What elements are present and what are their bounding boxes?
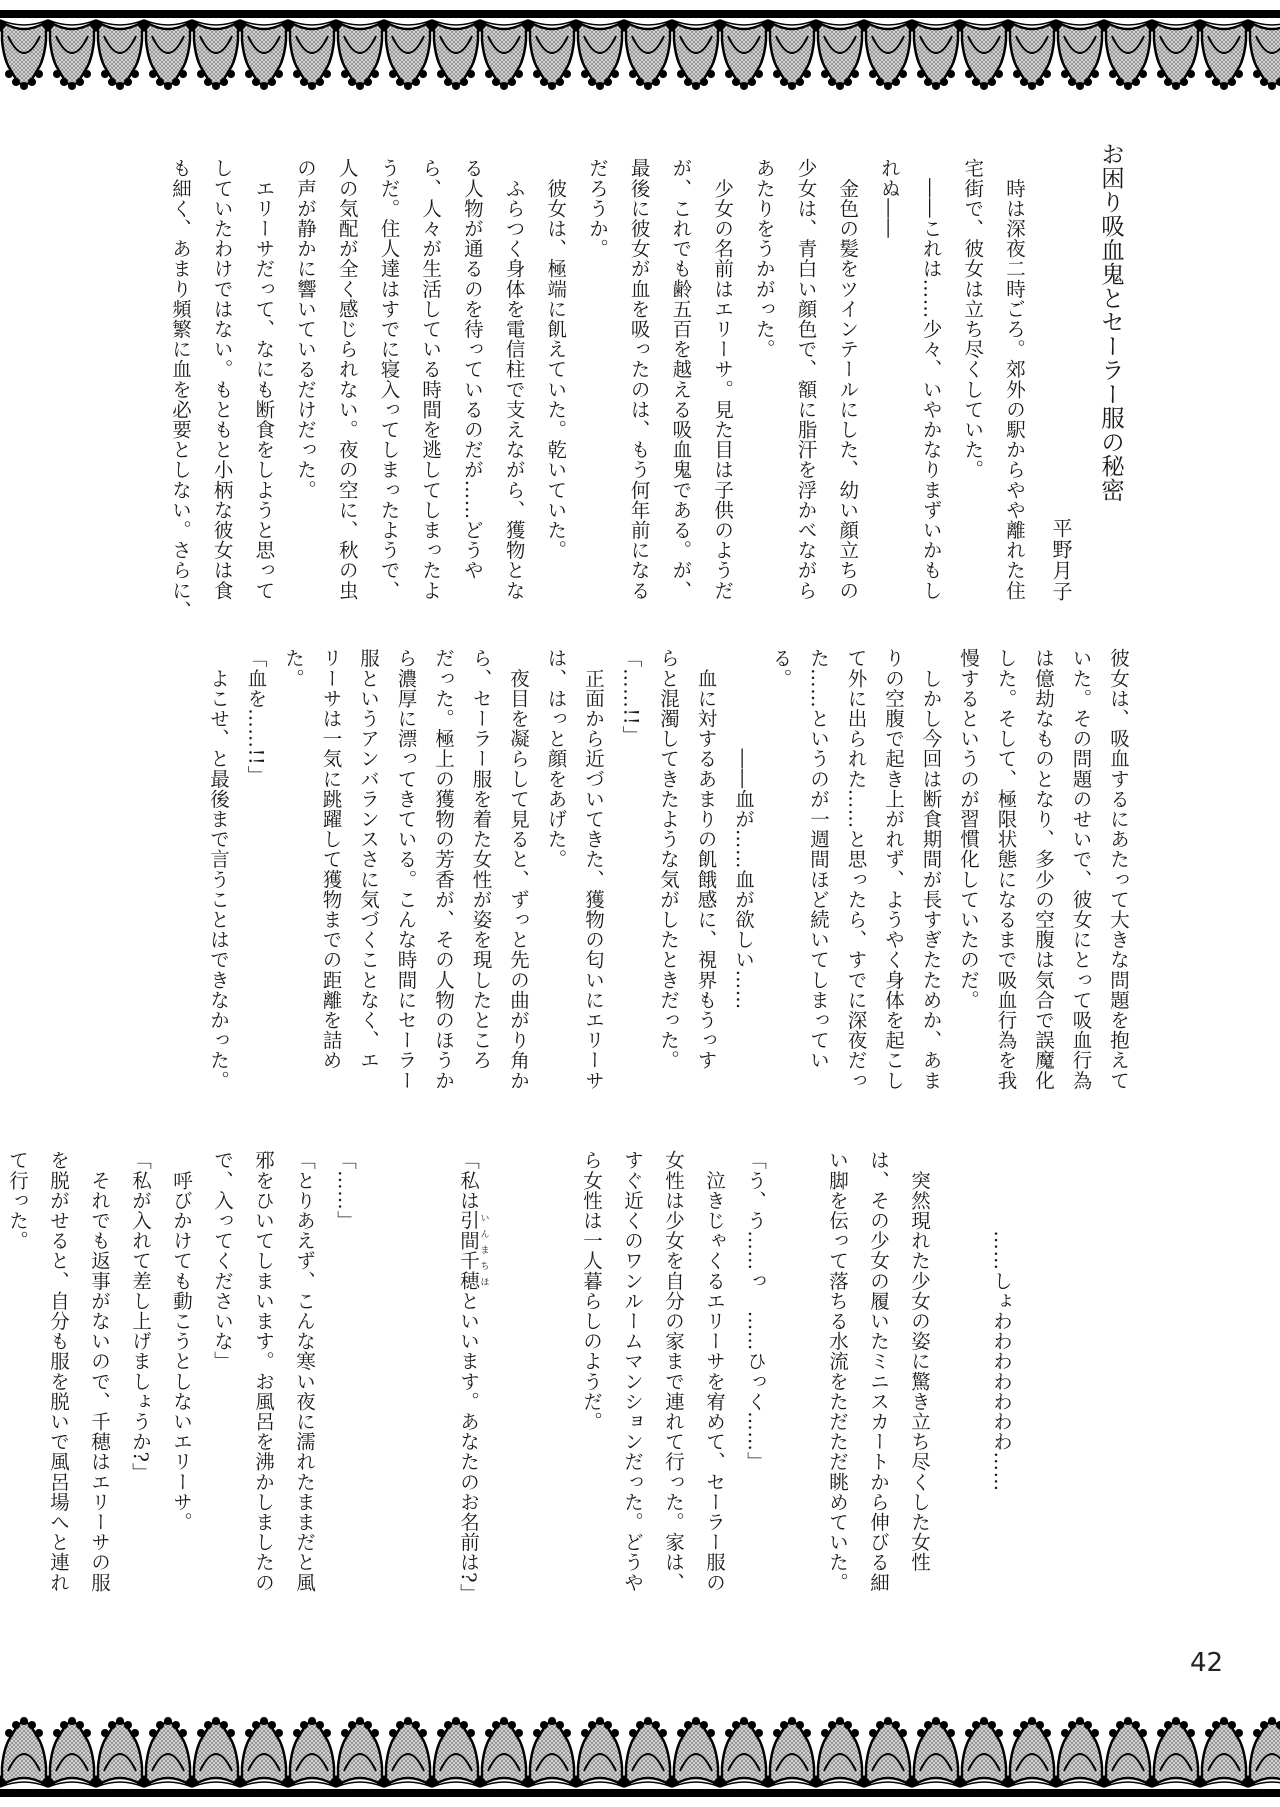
text-line: しかし今回は断食期間が長すぎたためか、あま <box>919 648 943 1091</box>
text-line: る人物が通るのを待っているのだが……どうや <box>460 158 484 581</box>
text-line: だろうか。 <box>585 158 609 259</box>
text-line: ら、人々が生活している時間を逃してしまったよ <box>419 158 443 601</box>
text-line: だった。極上の獲物の芳香が、その人物のほうか <box>432 648 455 1091</box>
text-line: 「……」 <box>334 1150 357 1231</box>
text-line: した。そして、極限状態になるまで吸血行為を我 <box>994 648 1018 1091</box>
text-line: 最後に彼女が血を吸ったのは、もう何年前になる <box>627 158 651 601</box>
text-line: は、はっと顔をあげた。 <box>544 648 568 870</box>
text-line: 服というアンバランスさに気づくことなく、エ <box>357 648 380 1071</box>
text-line: ――これは……少々、いやかなりまずいかもし <box>919 158 943 601</box>
text-line: 邪をひいてしまいます。お風呂を沸かしましたの <box>252 1150 275 1593</box>
text-line: て外に出られた……と思ったら、すでに深夜だっ <box>844 648 868 1091</box>
text-line: 女性は少女を自分の家まで連れて行った。家は、 <box>662 1150 685 1593</box>
text-block-middle <box>200 648 1138 1128</box>
text-line: の声が静かに響いているだけだった。 <box>294 158 318 500</box>
text-line: で、入ってくださいな」 <box>211 1150 234 1372</box>
page-number: 42 <box>1190 1648 1224 1678</box>
text-line: 「私は引間千穂いんまちほといいます。あなたのお名前は?」 <box>457 1150 489 1604</box>
text-line: 宅街で、彼女は立ち尽くしていた。 <box>961 158 985 480</box>
text-line: い脚を伝って落ちる水流をただただ眺めていた。 <box>826 1150 849 1593</box>
text-block-bottom <box>0 1150 1104 1650</box>
text-line: 夜目を凝らして見ると、ずっと先の曲がり角か <box>507 648 530 1091</box>
text-line: 「……!!」 <box>619 648 643 746</box>
text-line: ――血が……血が欲しい…… <box>732 648 755 1010</box>
text-line: 少女の名前はエリーサ。見た目は子供のようだ <box>711 158 735 601</box>
text-block-top <box>159 158 1035 628</box>
text-line: うだ。住人達はすでに寝入ってしまったようで、 <box>377 158 401 601</box>
text-line: が、これでも齢五百を越える吸血鬼である。が、 <box>669 158 693 601</box>
text-line: あたりをうかがった。 <box>752 158 776 359</box>
text-line: していたわけではない。もともと小柄な彼女は食 <box>210 158 234 601</box>
text-line: ら女性は一人暮らしのようだ。 <box>580 1150 603 1432</box>
name-ruby: 引間千穂いんまちほ <box>457 1210 489 1291</box>
text-line: ら、セーラー服を着た女性が姿を現したところ <box>469 648 493 1071</box>
text-line: 呼びかけても動こうとしないエリーサ。 <box>170 1150 193 1532</box>
text-line <box>940 1150 981 1650</box>
lace-border-top <box>0 0 1280 100</box>
text-line: を脱がせると、自分も服を脱いで風呂場へと連れ <box>47 1150 70 1593</box>
story-title: お困り吸血鬼とセーラー服の秘密 <box>1097 142 1125 502</box>
text-line: は、その少女の履いたミニスカートから伸びる細 <box>867 1150 890 1593</box>
text-line: 金色の髪をツインテールにした、幼い顔立ちの <box>836 158 860 601</box>
text-line: 泣きじゃくるエリーサを宥めて、セーラー服の <box>703 1150 726 1593</box>
text-line: も細く、あまり頻繁に血を必要としない。さらに、 <box>168 158 192 621</box>
text-line: いた。その問題のせいで、彼女にとって吸血行為 <box>1069 648 1093 1091</box>
text-line: た。 <box>282 648 305 689</box>
text-line: りの空腹で起き上がれず、ようやく身体を起こし <box>882 648 905 1091</box>
text-line: 「う、う……っ ……ひっく……」 <box>744 1150 767 1472</box>
text-line: ら濃厚に漂ってきている。こんな時間にセーラー <box>394 648 418 1091</box>
text-line: 彼女は、極端に飢えていた。乾いていた。 <box>544 158 568 560</box>
text-line: 突然現れた少女の姿に驚き立ち尽くした女性 <box>908 1150 931 1573</box>
text-line: それでも返事がないので、千穂はエリーサの服 <box>88 1150 111 1593</box>
text-line: すぐ近くのワンルームマンションだった。どうや <box>621 1150 644 1593</box>
text-line <box>776 1150 817 1650</box>
text-line: 彼女は、吸血するにあたって大きな問題を抱えて <box>1107 648 1130 1091</box>
text-line: た……というのが一週間ほど続いてしまってい <box>807 648 830 1071</box>
text-line: 血に対するあまりの飢餓感に、視界もうっす <box>694 648 718 1071</box>
text-line: 時は深夜二時ごろ。郊外の駅からやや離れた住 <box>1003 158 1026 601</box>
text-line: 「私が入れて差し上げましょうか?」 <box>129 1150 152 1483</box>
text-line: て行った。 <box>6 1150 29 1251</box>
text-line: れぬ―― <box>877 158 901 239</box>
text-line: 「血を……!!」 <box>244 648 268 786</box>
text-line: 「とりあえず、こんな寒い夜に濡れたままだと風 <box>293 1150 316 1593</box>
text-line: リーサは一気に跳躍して獲物までの距離を詰め <box>319 648 343 1071</box>
author-name: 平野月子 <box>1049 518 1073 602</box>
text-line: 人の気配が全く感じられない。夜の空に、秋の虫 <box>335 158 359 601</box>
text-line: ふらつく身体を電信柱で支えながら、獲物とな <box>502 158 526 601</box>
text-line: よこせ、と最後まで言うことはできなかった。 <box>207 648 230 1091</box>
text-line: 慢するというのが習慣化していたのだ。 <box>957 648 980 1010</box>
lace-border-bottom <box>0 1707 1280 1807</box>
text-line: 少女は、青白い顔色で、額に脂汗を浮かべながら <box>794 158 818 601</box>
text-line: 正面から近づいてきた、獲物の匂いにエリーサ <box>582 648 605 1091</box>
text-line: ……しょわわわわわわわ…… <box>990 1150 1013 1492</box>
text-line: エリーサだって、なにも断食をしようと思って <box>252 158 276 601</box>
text-line: らと混濁してきたような気がしたときだった。 <box>657 648 680 1071</box>
text-line: る。 <box>769 648 793 689</box>
text-line: は億劫なものとなり、多少の空腹は気合で誤魔化 <box>1032 648 1055 1091</box>
